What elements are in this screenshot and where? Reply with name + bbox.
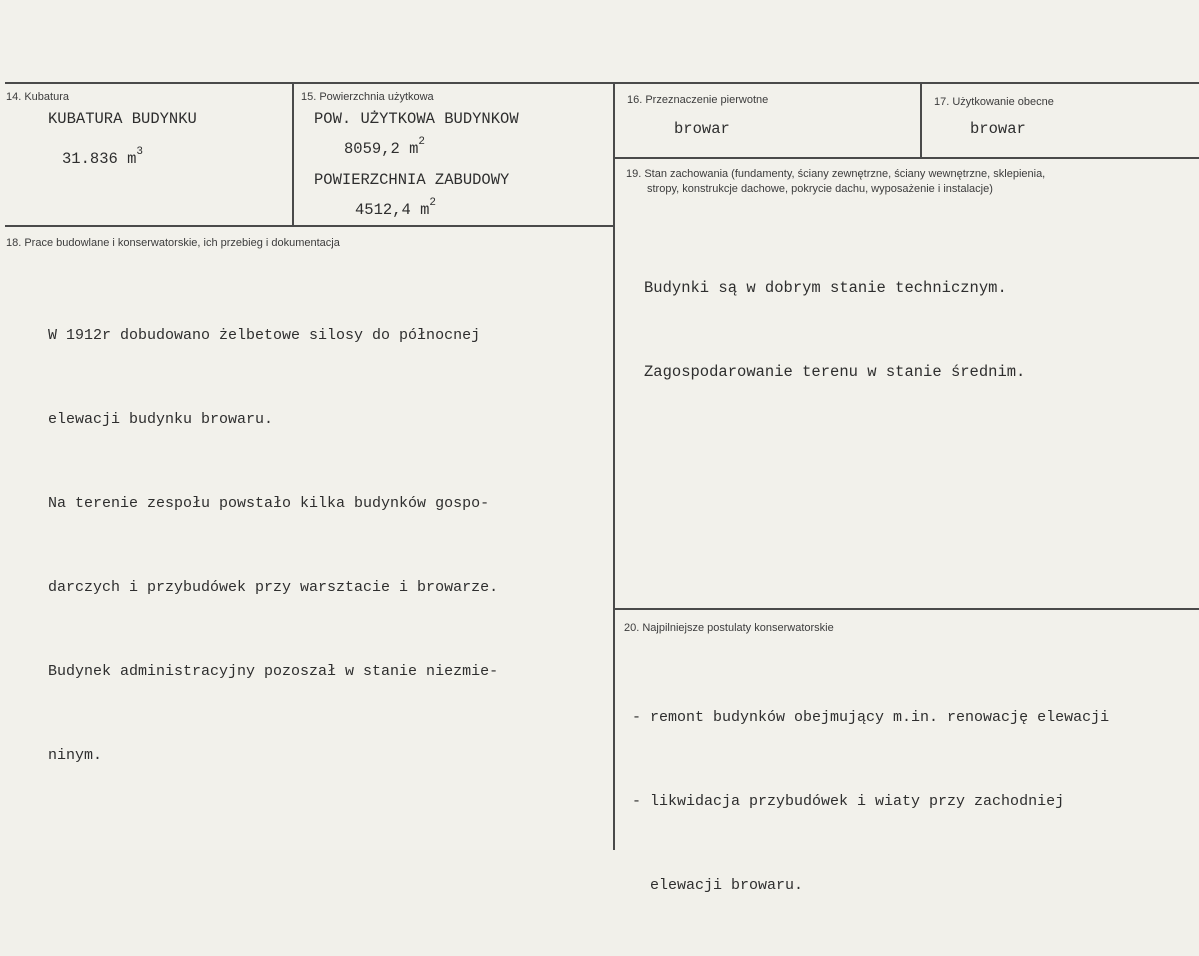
line-under-14-15	[5, 225, 614, 227]
field-19-label	[626, 167, 1186, 197]
field-18-line: W 1912r dobudowano żelbetowe silosy do północnej	[48, 327, 481, 344]
field-20-label: 20. Najpilniejsze postulaty konserwatorskie	[624, 622, 834, 634]
field-19-line: Zagospodarowanie terenu w stanie średnim.	[644, 363, 1026, 381]
divider-14-15	[292, 84, 294, 226]
field-14-value: 31.836 $m^3$	[62, 146, 144, 169]
field-18-text	[48, 266, 498, 826]
field-15-title-usable: POW. UŻYTKOWA BUDYNKOW	[314, 110, 519, 128]
field-15-value-built: 4512,4 $m^2$	[355, 197, 437, 220]
field-14-label: 14. Kubatura	[6, 91, 69, 103]
line-under-16-17	[615, 157, 1199, 159]
divider-left-right	[613, 84, 615, 850]
divider-16-17	[920, 84, 922, 157]
field-17-value: browar	[970, 120, 1026, 138]
field-20-line: - remont budynków obejmujący m.in. renowację elewacji	[632, 709, 1110, 726]
field-20-text	[632, 648, 1109, 956]
field-20-line: - likwidacja przybudówek i wiaty przy zachodniej	[632, 793, 1065, 810]
field-15-title-built: POWIERZCHNIA ZABUDOWY	[314, 171, 510, 189]
field-16-label: 16. Przeznaczenie pierwotne	[627, 94, 769, 106]
field-16-value: browar	[674, 120, 730, 138]
field-18-label: 18. Prace budowlane i konserwatorskie, ich przebieg i dokumentacja	[6, 237, 340, 249]
field-15-label: 15. Powierzchnia użytkowa	[301, 91, 434, 103]
field-19-label-line-1: 19. Stan zachowania (fundamenty, ściany zewnętrzne, ściany wewnętrzne, sklepienia,	[626, 168, 1046, 180]
field-18-line: Na terenie zespołu powstało kilka budynków gospo-	[48, 495, 490, 512]
field-18-line: darczych i przybudówek przy warsztacie i browarze.	[48, 579, 499, 596]
field-14-title: KUBATURA BUDYNKU	[48, 110, 197, 128]
field-15-value-usable: 8059,2 $m^2$	[344, 136, 426, 159]
field-18-line: ninym.	[48, 747, 103, 764]
top-border-line	[5, 82, 1199, 84]
line-under-19	[615, 608, 1199, 610]
field-20-line: elewacji browaru.	[632, 877, 804, 894]
field-18-line: Budynek administracyjny pozoszał w stanie niezmie-	[48, 663, 499, 680]
field-19-text	[644, 218, 1025, 442]
field-17-label: 17. Użytkowanie obecne	[934, 96, 1054, 108]
field-19-line: Budynki są w dobrym stanie technicznym.	[644, 279, 1007, 297]
field-18-line: elewacji budynku browaru.	[48, 411, 274, 428]
field-19-label-line-2: stropy, konstrukcje dachowe, pokrycie dachu, wyposażenie i instalacje)	[647, 183, 993, 195]
